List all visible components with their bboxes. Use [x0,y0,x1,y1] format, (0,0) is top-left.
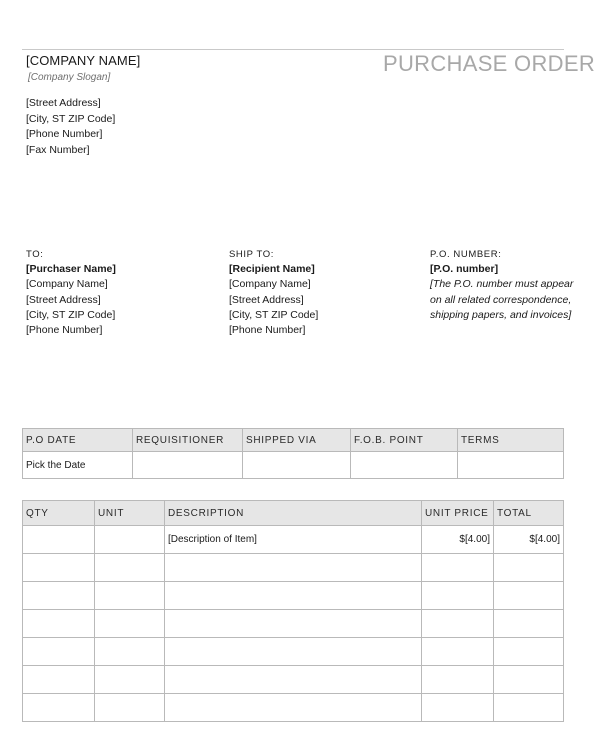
table-row [23,610,564,638]
qty-cell[interactable] [23,694,95,722]
terms-field[interactable] [458,452,564,479]
po-number-label: P.O. NUMBER: [430,249,502,260]
company-address [26,96,115,158]
unit-cell[interactable] [95,582,165,610]
total-cell [494,610,564,638]
qty-cell[interactable] [23,554,95,582]
unit-price-cell[interactable] [422,638,494,666]
unit-price-cell[interactable] [422,582,494,610]
header-fob-point: F.O.B. POINT [351,429,458,452]
header-shipped-via: SHIPPED VIA [243,429,351,452]
city-state-zip: [City, ST ZIP Code] [26,112,116,125]
description-cell[interactable] [165,666,422,694]
header-unit-price: UNIT PRICE [422,501,494,526]
header-terms: TERMS [458,429,564,452]
total-cell [494,694,564,722]
description-cell[interactable] [165,638,422,666]
unit-cell[interactable] [95,610,165,638]
total-cell [494,638,564,666]
unit-price-cell[interactable] [422,610,494,638]
qty-cell[interactable] [23,526,95,554]
description-cell[interactable] [165,610,422,638]
header-total: TOTAL [494,501,564,526]
company-slogan: [Company Slogan] [28,72,111,83]
fax-number: [Fax Number] [26,143,90,156]
to-label: TO: [26,249,44,260]
unit-cell[interactable] [95,554,165,582]
table-row [23,452,564,479]
ship-phone-number: [Phone Number] [229,324,306,337]
line-items-table [22,500,564,722]
qty-cell[interactable] [23,582,95,610]
description-cell[interactable] [165,694,422,722]
to-street-address: [Street Address] [26,293,101,306]
table-header-row [23,501,564,526]
total-cell: $[4.00] [494,526,564,554]
purchaser-name: [Purchaser Name] [26,263,116,276]
unit-price-cell[interactable] [422,666,494,694]
table-row [23,526,564,554]
unit-cell[interactable] [95,666,165,694]
phone-number: [Phone Number] [26,128,103,140]
to-block [26,247,116,338]
street-address: [Street Address] [26,97,101,109]
unit-cell[interactable] [95,526,165,554]
total-cell [494,666,564,694]
description-cell[interactable] [165,582,422,610]
table-row [23,666,564,694]
to-company-name: [Company Name] [26,278,108,291]
po-number-block [430,247,573,323]
total-cell [494,582,564,610]
qty-cell[interactable] [23,610,95,638]
order-info-table [22,428,564,479]
table-row [23,554,564,582]
fob-point-field[interactable] [351,452,458,479]
unit-cell[interactable] [95,694,165,722]
header-requisitioner: REQUISITIONER [133,429,243,452]
header-description: DESCRIPTION [165,501,422,526]
to-phone-number: [Phone Number] [26,324,103,337]
recipient-name: [Recipient Name] [229,263,315,276]
po-note-line: shipping papers, and invoices] [430,308,572,321]
header-qty: QTY [23,501,95,526]
requisitioner-field[interactable] [133,452,243,479]
company-name: [COMPANY NAME] [26,53,141,68]
qty-cell[interactable] [23,666,95,694]
to-city-state-zip: [City, ST ZIP Code] [26,308,116,321]
total-cell [494,554,564,582]
description-cell[interactable]: [Description of Item] [165,526,422,554]
po-number-value: [P.O. number] [430,263,499,276]
table-row [23,582,564,610]
ship-city-state-zip: [City, ST ZIP Code] [229,308,319,321]
description-cell[interactable] [165,554,422,582]
header-po-date: P.O DATE [23,429,133,452]
po-note-line: on all related correspondence, [430,293,572,306]
unit-cell[interactable] [95,638,165,666]
table-row [23,638,564,666]
unit-price-cell[interactable]: $[4.00] [422,526,494,554]
ship-company-name: [Company Name] [229,278,311,291]
ship-to-block [229,247,318,338]
table-header-row [23,429,564,452]
unit-price-cell[interactable] [422,694,494,722]
ship-to-label: SHIP TO: [229,249,274,260]
document-title: PURCHASE ORDER [383,51,596,76]
shipped-via-field[interactable] [243,452,351,479]
top-divider [22,49,564,50]
ship-street-address: [Street Address] [229,293,304,306]
po-date-field[interactable]: Pick the Date [23,452,133,479]
header-unit: UNIT [95,501,165,526]
table-row [23,694,564,722]
qty-cell[interactable] [23,638,95,666]
po-note-line: [The P.O. number must appear [430,278,574,291]
unit-price-cell[interactable] [422,554,494,582]
